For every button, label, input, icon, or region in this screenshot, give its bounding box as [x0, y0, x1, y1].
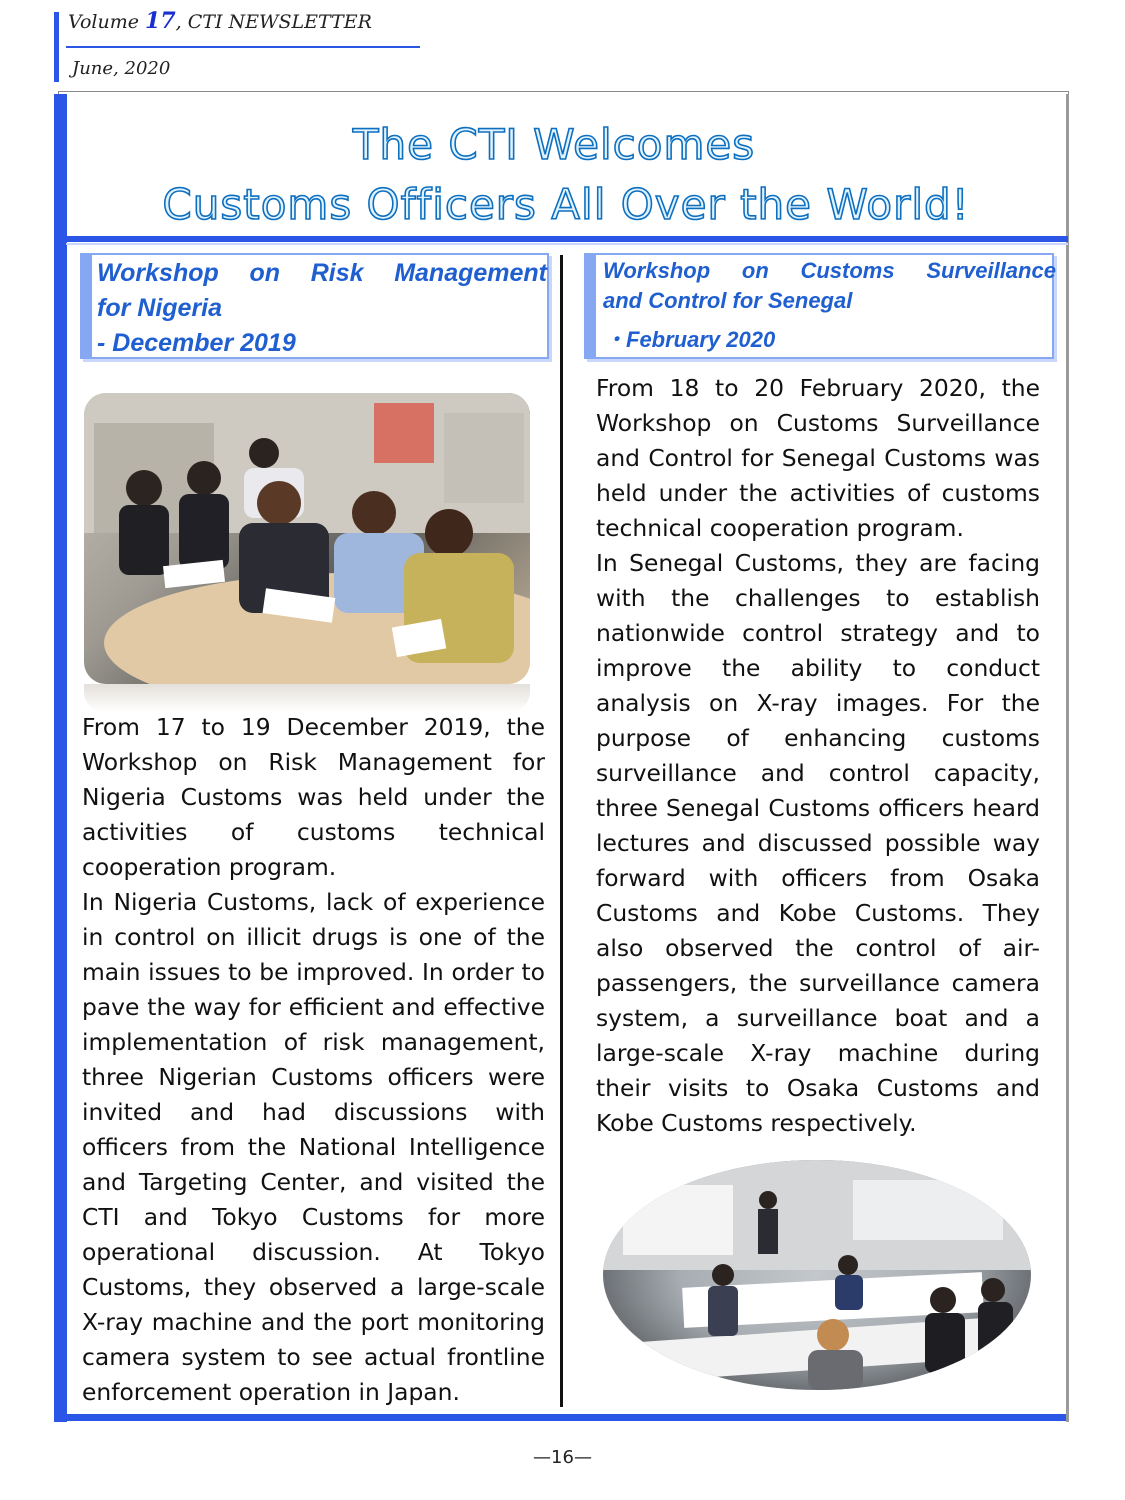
- page-title-line2: Customs Officers All Over the World!: [162, 180, 970, 229]
- nigeria-photo-illustration: [84, 393, 530, 684]
- title-divider: [66, 236, 1068, 242]
- left-heading: [97, 256, 547, 361]
- volume-prefix: Volume: [68, 11, 146, 33]
- frame-left-bar: [54, 94, 67, 1422]
- right-heading-line1: Workshop on Customs Surveillance: [603, 258, 1056, 283]
- title-divider-light: [66, 243, 1068, 245]
- newsletter-volume: [68, 8, 372, 34]
- header-accent-bar: [54, 12, 59, 82]
- senegal-workshop-photo: [603, 1160, 1031, 1390]
- senegal-photo-illustration: [603, 1160, 1031, 1390]
- left-paragraph-2: In Nigeria Customs, lack of experience in control on illicit drugs is one of the main issues to be improved. In order to pave the way for efficient and effective implementation of risk management, three Nigerian Customs officers were invited and had discussions with officers from the National Intelligence and Targeting Center, and visited the CTI and Tokyo Customs for more operational discussion. At Tokyo Customs, they observed a large-scale X-ray machine and the port monitoring camera system to see actual frontline enforcement operation in Japan.: [82, 888, 545, 1406]
- right-paragraph-1: From 18 to 20 February 2020, the Workshop on Customs Surveillance and Control for Senegal Customs was held under the activities of customs technical cooperation program.: [596, 374, 1040, 542]
- volume-number: 17: [145, 8, 176, 34]
- nigeria-workshop-photo: [84, 393, 530, 684]
- right-heading-date: ・February 2020: [604, 327, 776, 352]
- left-heading-line3: - December 2019: [97, 329, 296, 357]
- column-divider: [560, 255, 563, 1407]
- right-heading: [603, 256, 1056, 316]
- issue-date: June, 2020: [72, 58, 171, 79]
- photo-reflection: [84, 684, 530, 712]
- page-title-line1: The CTI Welcomes: [352, 120, 756, 169]
- right-paragraph-2: In Senegal Customs, they are facing with the challenges to establish nationwide control strategy and to improve the ability to conduct analysis on X-ray images. For the purpose of enhancing customs surveillance and control capacity, three Senegal Customs officers heard lectures and discussed possible way forward with officers from Osaka Customs and Kobe Customs. They also observed the control of air-passengers, the surveillance camera system, a surveillance boat and a large-scale X-ray machine during their visits to Osaka Customs and Kobe Customs respectively.: [596, 549, 1040, 1137]
- frame-bottom-bar: [54, 1414, 1066, 1421]
- header-underline: [66, 46, 420, 48]
- right-heading-line2: and Control for Senegal: [603, 288, 853, 313]
- page-number: —16—: [533, 1447, 592, 1468]
- left-paragraph-1: From 17 to 19 December 2019, the Workshop on Risk Management for Nigeria Customs was held under the activities of customs technical cooperation program.: [82, 713, 545, 881]
- right-article-body: [596, 371, 1040, 1141]
- volume-suffix: , CTI NEWSLETTER: [175, 11, 372, 33]
- left-heading-line2: for Nigeria: [97, 294, 223, 322]
- left-heading-line1: Workshop on Risk Management: [97, 259, 547, 287]
- left-article-body: [82, 710, 545, 1410]
- frame-shadow: [1066, 94, 1069, 1422]
